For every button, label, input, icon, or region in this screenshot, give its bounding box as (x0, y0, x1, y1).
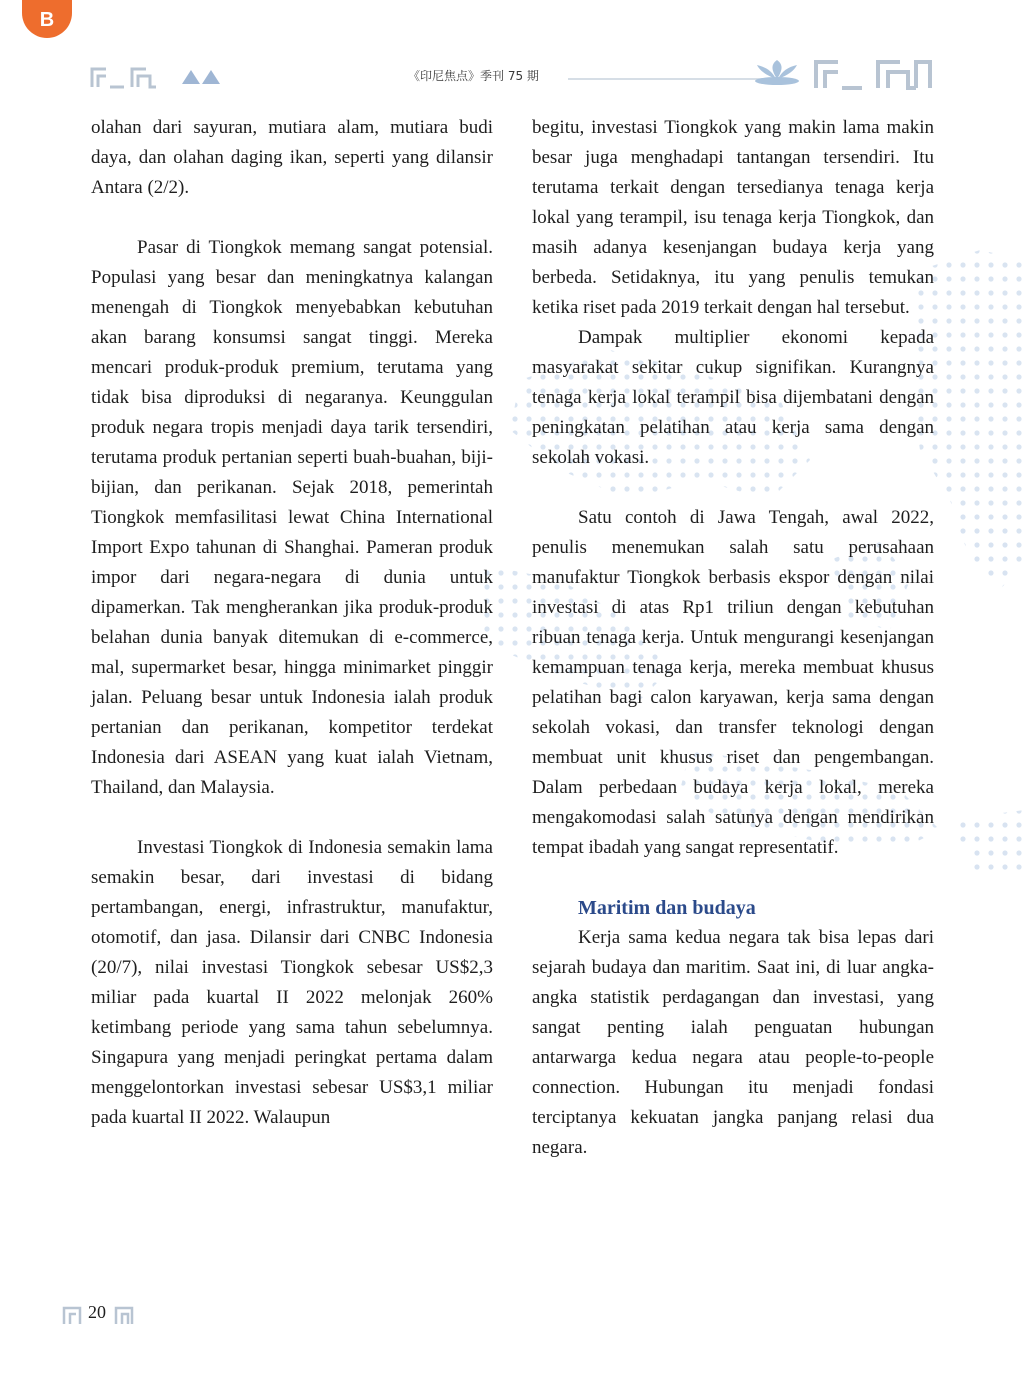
header-rule (568, 77, 768, 81)
body-paragraph: Kerja sama kedua negara tak bisa lepas dari sejarah budaya dan maritim. Saat ini, di luar angka-angka statistik perdagangan dan investasi, yang sangat penting ialah penguatan hubungan antarwarga kedua negara atau people-to-people connection. Hubungan itu menjadi fondasi terciptanya kekuatan jangka panjang relasi dua negara. (532, 927, 934, 1158)
section-badge-letter: B (39, 9, 55, 31)
corner-ornament-icon (90, 67, 162, 89)
body-paragraph: Pasar di Tiongkok memang sangat potensial. Populasi yang besar dan meningkatnya kalangan menengah di Tiongkok menyebabkan kebutuhan akan barang konsumsi sangat tinggi. Mereka mencari produk-produk premium, terutama yang tidak bisa diproduksi di negaranya. Keunggulan produk negara tropis menjadi daya tarik tersendiri, terutama produk pertanian seperti buah-buahan, biji-bijian, dan perikanan. Sejak 2018, pemerintah Tiongkok memfasilitasi lewat China International Import Expo tahunan di Shanghai. Pameran produk impor dari negara-negara di dunia untuk dipamerkan. Tak mengherankan jika produk-produk belahan dunia banyak ditemukan di e-commerce, mal, supermarket besar, hingga minimarket pinggir jalan. Peluang besar untuk Indonesia ialah produk pertanian dan perikanan, kompetitor terdekat Indonesia dari ASEAN yang kuat ialah Vietnam, Thailand, dan Malaysia. (91, 237, 493, 798)
leaf-emblem-icon (752, 59, 802, 89)
left-column (91, 113, 493, 1133)
page-number: 20 (88, 1302, 106, 1322)
corner-ornament-icon (114, 1306, 136, 1326)
page-header (0, 55, 1024, 100)
magazine-title: 《印尼焦点》季刊 75 期 (408, 69, 539, 83)
body-paragraph: begitu, investasi Tiongkok yang makin lama makin besar juga menghadapi tantangan tersendiri. Itu terutama terkait dengan tersedianya tenaga kerja lokal yang terampil, isu tenaga kerja Tiongkok, dan masih adanya kesenjangan budaya kerja yang berbeda. Setidaknya, itu yang penulis temukan ketika riset pada 2019 terkait dengan hal tersebut. (532, 117, 934, 318)
right-column (532, 113, 934, 1163)
corner-ornament-icon (62, 1306, 84, 1326)
section-subheading: Maritim dan budaya (578, 897, 756, 919)
body-paragraph: Investasi Tiongkok di Indonesia semakin lama semakin besar, dari investasi di bidang pertambangan, energi, infrastruktur, manufaktur, otomotif, dan jasa. Dilansir dari CNBC Indonesia (20/7), nilai investasi Tiongkok sebesar US$2,3 miliar pada kuartal II 2022 melonjak 260% ketimbang periode yang sama tahun sebelumnya. Singapura yang menjadi peringkat pertama dalam menggelontorkan investasi sebesar US$3,1 miliar pada kuartal II 2022. Walaupun (91, 837, 493, 1128)
corner-ornament-icon (812, 58, 934, 90)
body-paragraph: Dampak multiplier ekonomi kepada masyarakat sekitar cukup signifikan. Kurangnya tenaga kerja lokal terampil bisa dijembatani dengan peningkatan pelatihan atau kerja sama dengan sekolah vokasi. (532, 327, 934, 468)
body-paragraph: Satu contoh di Jawa Tengah, awal 2022, penulis menemukan salah satu perusahaan manufaktur Tiongkok berbasis ekspor dengan nilai investasi di atas Rp1 triliun dengan kebutuhan ribuan tenaga kerja. Untuk mengurangi kesenjangan kemampuan tenaga kerja, mereka membuat khusus pelatihan bagi calon karyawan, kerja sama dengan sekolah vokasi, dan transfer teknologi dengan membuat unit khusus riset dan pengembangan. Dalam perbedaan budaya kerja lokal, mereka mengakomodasi salah satunya dengan mendirikan tempat ibadah yang sangat representatif. (532, 507, 934, 858)
body-paragraph: olahan dari sayuran, mutiara alam, mutiara budi daya, dan olahan daging ikan, seperti yang dilansir Antara (2/2). (91, 117, 493, 198)
section-badge (22, 0, 72, 38)
triangle-icon (182, 68, 222, 84)
page-footer (62, 1300, 182, 1330)
